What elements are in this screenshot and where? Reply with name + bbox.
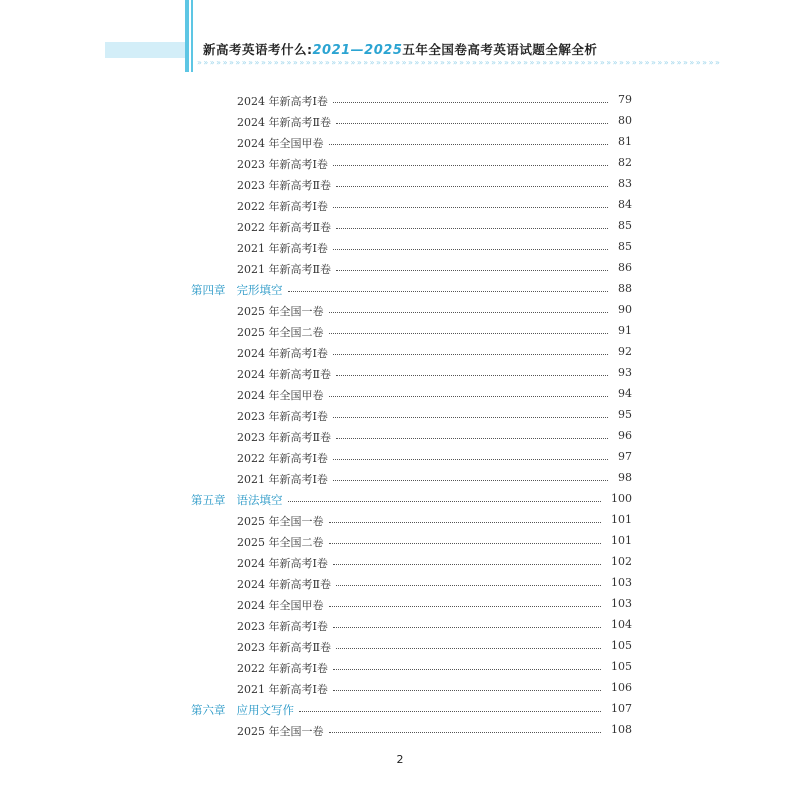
toc-entry-row[interactable]	[0, 636, 800, 657]
entry-label	[237, 366, 331, 382]
leader-dots	[329, 333, 608, 334]
leader-dots	[333, 627, 601, 628]
entry-label	[237, 177, 331, 193]
entry-label	[237, 345, 328, 361]
chapter-number: 第五章	[191, 493, 226, 507]
toc-entry-row[interactable]	[0, 573, 800, 594]
entry-label	[237, 240, 328, 256]
page-ref: 106	[611, 681, 632, 694]
toc-entry-row[interactable]	[0, 216, 800, 237]
page-ref: 83	[618, 177, 632, 190]
toc-entry-row[interactable]	[0, 531, 800, 552]
page-number: 2	[396, 753, 404, 766]
header-accent-bar	[185, 0, 189, 72]
toc-entry-row[interactable]	[0, 111, 800, 132]
page-ref: 86	[618, 261, 632, 274]
leader-dots	[288, 501, 601, 502]
leader-dots	[333, 102, 608, 103]
toc-entry-row[interactable]	[0, 342, 800, 363]
leader-dots	[333, 690, 601, 691]
toc-entry-row[interactable]	[0, 300, 800, 321]
toc-entry-row[interactable]	[0, 510, 800, 531]
entry-label	[237, 723, 324, 739]
entry-label	[237, 324, 324, 340]
toc-entry-row[interactable]	[0, 384, 800, 405]
entry-label	[237, 555, 328, 571]
toc-entry-row[interactable]	[0, 174, 800, 195]
toc-entry-row[interactable]	[0, 90, 800, 111]
page-ref: 97	[618, 450, 632, 463]
page-ref: 85	[618, 240, 632, 253]
entry-label	[237, 156, 328, 172]
page-ref: 104	[611, 618, 632, 631]
leader-dots	[288, 291, 608, 292]
toc-entry-row[interactable]	[0, 594, 800, 615]
header-accent-bar-thin	[191, 0, 193, 72]
header-color-band	[105, 42, 185, 58]
page-ref: 100	[611, 492, 632, 505]
entry-label	[237, 534, 324, 550]
entry-title: 2021 年新高考Ⅰ卷	[237, 242, 328, 255]
page-ref: 107	[611, 702, 632, 715]
leader-dots	[333, 459, 608, 460]
toc-entry-row[interactable]	[0, 615, 800, 636]
page-ref: 84	[618, 198, 632, 211]
leader-dots	[333, 207, 608, 208]
entry-label	[237, 450, 328, 466]
page-ref: 102	[611, 555, 632, 568]
toc-entry-row[interactable]	[0, 678, 800, 699]
leader-dots	[329, 606, 601, 607]
book-title-prefix: 新高考英语考什么:	[203, 42, 313, 57]
entry-label	[237, 618, 328, 634]
leader-dots	[329, 396, 608, 397]
leader-dots	[299, 711, 601, 712]
entry-title: 2022 年新高考Ⅱ卷	[237, 221, 331, 234]
leader-dots	[329, 312, 608, 313]
entry-title: 2024 年新高考Ⅰ卷	[237, 557, 328, 570]
entry-title: 2023 年新高考Ⅱ卷	[237, 179, 331, 192]
leader-dots	[336, 123, 608, 124]
chapter-title: 语法填空	[236, 493, 283, 507]
toc-chapter-row[interactable]	[0, 699, 800, 720]
book-title	[203, 40, 597, 58]
entry-title: 2025 年全国一卷	[237, 515, 324, 528]
toc-entry-row[interactable]	[0, 657, 800, 678]
entry-title: 2025 年全国一卷	[237, 305, 324, 318]
entry-title: 2024 年新高考Ⅱ卷	[237, 578, 331, 591]
entry-title: 2024 年全国甲卷	[237, 137, 324, 150]
entry-title: 2025 年全国二卷	[237, 536, 324, 549]
leader-dots	[336, 648, 601, 649]
table-of-contents	[0, 90, 800, 741]
entry-title: 2024 年全国甲卷	[237, 599, 324, 612]
entry-title: 2021 年新高考Ⅱ卷	[237, 263, 331, 276]
leader-dots	[333, 354, 608, 355]
entry-label	[237, 219, 331, 235]
entry-title: 2023 年新高考Ⅰ卷	[237, 158, 328, 171]
entry-title: 2024 年全国甲卷	[237, 389, 324, 402]
entry-title: 2023 年新高考Ⅱ卷	[237, 641, 331, 654]
page-ref: 91	[618, 324, 632, 337]
page-ref: 101	[611, 513, 632, 526]
leader-dots	[336, 438, 608, 439]
leader-dots	[329, 732, 601, 733]
leader-dots	[336, 228, 608, 229]
page-ref: 90	[618, 303, 632, 316]
toc-entry-row[interactable]	[0, 405, 800, 426]
toc-entry-row[interactable]	[0, 363, 800, 384]
toc-entry-row[interactable]	[0, 321, 800, 342]
page-ref: 88	[618, 282, 632, 295]
leader-dots	[333, 165, 608, 166]
toc-chapter-row[interactable]	[0, 489, 800, 510]
toc-entry-row[interactable]	[0, 447, 800, 468]
entry-title: 2022 年新高考Ⅰ卷	[237, 452, 328, 465]
toc-entry-row[interactable]	[0, 552, 800, 573]
leader-dots	[333, 417, 608, 418]
entry-title: 2021 年新高考Ⅰ卷	[237, 473, 328, 486]
leader-dots	[329, 543, 601, 544]
page-ref: 85	[618, 219, 632, 232]
entry-label	[237, 513, 324, 529]
toc-entry-row[interactable]	[0, 237, 800, 258]
entry-title: 2024 年新高考Ⅰ卷	[237, 347, 328, 360]
toc-entry-row[interactable]	[0, 468, 800, 489]
entry-title: 2023 年新高考Ⅱ卷	[237, 431, 331, 444]
entry-label	[237, 261, 331, 277]
entry-label	[237, 387, 324, 403]
page-ref: 103	[611, 576, 632, 589]
entry-title: 2023 年新高考Ⅰ卷	[237, 620, 328, 633]
page-ref: 92	[618, 345, 632, 358]
toc-entry-row[interactable]	[0, 720, 800, 741]
leader-dots	[333, 249, 608, 250]
page-header	[0, 0, 800, 80]
page-ref: 81	[618, 135, 632, 148]
entry-title: 2023 年新高考Ⅰ卷	[237, 410, 328, 423]
entry-label	[237, 429, 331, 445]
chapter-title: 完形填空	[236, 283, 283, 297]
leader-dots	[333, 480, 608, 481]
page-ref: 80	[618, 114, 632, 127]
page-ref: 108	[611, 723, 632, 736]
entry-label	[237, 576, 331, 592]
entry-label	[237, 135, 324, 151]
book-title-years: 2021—2025	[312, 43, 403, 58]
page-ref: 96	[618, 429, 632, 442]
chapter-label	[191, 492, 283, 508]
chapter-number: 第四章	[191, 283, 226, 297]
entry-label	[237, 303, 324, 319]
page-ref: 93	[618, 366, 632, 379]
entry-title: 2024 年新高考Ⅱ卷	[237, 368, 331, 381]
page-ref: 98	[618, 471, 632, 484]
entry-title: 2025 年全国一卷	[237, 725, 324, 738]
entry-title: 2022 年新高考Ⅰ卷	[237, 662, 328, 675]
entry-title: 2025 年全国二卷	[237, 326, 324, 339]
leader-dots	[333, 669, 601, 670]
toc-chapter-row[interactable]	[0, 279, 800, 300]
page-ref: 105	[611, 660, 632, 673]
leader-dots	[336, 585, 601, 586]
page-ref: 79	[618, 93, 632, 106]
entry-title: 2021 年新高考Ⅰ卷	[237, 683, 328, 696]
entry-title: 2024 年新高考Ⅰ卷	[237, 95, 328, 108]
leader-dots	[336, 186, 608, 187]
book-title-suffix: 五年全国卷高考英语试题全解全析	[402, 42, 598, 57]
chevron-decoration: »»»»»»»»»»»»»»»»»»»»»»»»»»»»»»»»»»»»»»»»»»»»»»»»»»»»»»»»»»»»»»»»»»»»»»»»»»»»»»»»»»	[197, 58, 722, 67]
chapter-label	[191, 282, 283, 298]
page-ref: 95	[618, 408, 632, 421]
page-ref: 103	[611, 597, 632, 610]
page-ref: 105	[611, 639, 632, 652]
chapter-number: 第六章	[191, 703, 226, 717]
entry-title: 2024 年新高考Ⅱ卷	[237, 116, 331, 129]
entry-label	[237, 408, 328, 424]
toc-entry-row[interactable]	[0, 195, 800, 216]
page-ref: 94	[618, 387, 632, 400]
chapter-title: 应用文写作	[236, 703, 294, 717]
toc-entry-row[interactable]	[0, 426, 800, 447]
entry-label	[237, 93, 328, 109]
entry-label	[237, 681, 328, 697]
page-ref: 82	[618, 156, 632, 169]
entry-label	[237, 597, 324, 613]
leader-dots	[329, 144, 608, 145]
entry-label	[237, 660, 328, 676]
toc-entry-row[interactable]	[0, 153, 800, 174]
leader-dots	[336, 270, 608, 271]
page-ref: 101	[611, 534, 632, 547]
entry-label	[237, 639, 331, 655]
leader-dots	[333, 564, 601, 565]
entry-title: 2022 年新高考Ⅰ卷	[237, 200, 328, 213]
leader-dots	[336, 375, 608, 376]
entry-label	[237, 114, 331, 130]
toc-entry-row[interactable]	[0, 132, 800, 153]
leader-dots	[329, 522, 601, 523]
entry-label	[237, 471, 328, 487]
entry-label	[237, 198, 328, 214]
toc-entry-row[interactable]	[0, 258, 800, 279]
chapter-label	[191, 702, 294, 718]
